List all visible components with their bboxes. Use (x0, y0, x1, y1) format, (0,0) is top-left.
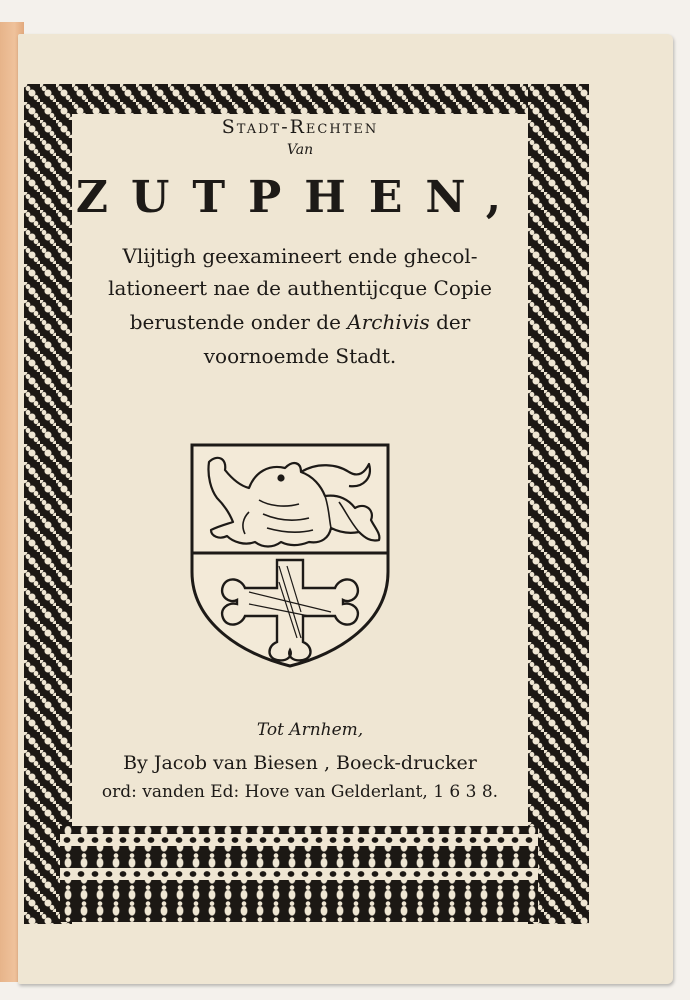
ornament-band (60, 868, 538, 880)
body-line-3-text: berustende onder de (129, 310, 348, 334)
coat-of-arms (189, 442, 391, 668)
imprint-order: ord: vanden Ed: Hove van Gelderlant, 1 6 3 8. (101, 782, 499, 802)
title-line-2: Van (286, 142, 314, 158)
ornament-band (60, 834, 538, 846)
title-main: ZUTPHEN, (75, 172, 525, 223)
body-line-2: lationeert nae de authentijcque Copie (108, 276, 492, 300)
body-line-4: voornoemde Stadt. (203, 344, 397, 368)
body-line-1: Vlijtigh geexamineert ende ghecol- (122, 244, 478, 268)
ornamental-border-top (24, 84, 589, 114)
imprint-city: Tot Arnhem, (256, 720, 364, 740)
body-line-3-end: der (429, 310, 471, 334)
ornamental-border-right (528, 84, 589, 924)
title-block (72, 114, 528, 826)
ornamental-border-bottom (60, 826, 538, 922)
imprint-printer: By Jacob van Biesen , Boeck-drucker (123, 752, 477, 774)
archivis-word: Archivis (347, 310, 430, 334)
ornamental-border-left (24, 84, 72, 924)
body-line-3 (72, 310, 528, 334)
title-line-1: Stadt-Rechten (221, 116, 379, 138)
